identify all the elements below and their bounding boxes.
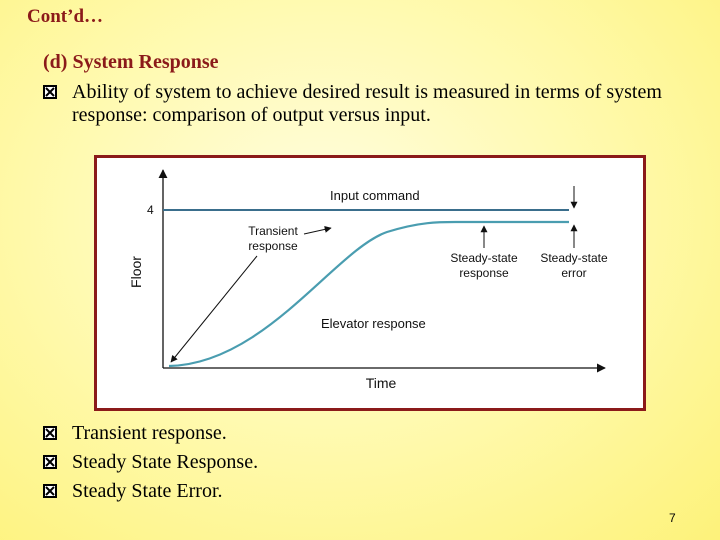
response-figure [94, 155, 646, 411]
x-axis-label: Time [365, 375, 397, 391]
checkbox-icon [43, 426, 57, 440]
bullet-item [43, 422, 227, 445]
ss-error-label: Steady-state [540, 251, 608, 265]
y-axis-label: Floor [128, 256, 144, 288]
ss-response-label-2: response [459, 266, 509, 280]
transient-arrow-origin [171, 256, 257, 362]
checkbox-icon [43, 85, 57, 99]
y-tick-label: 4 [147, 203, 154, 217]
response-plot [97, 158, 643, 408]
bullet-item [43, 480, 223, 503]
bullet-text: Steady State Response. [72, 451, 259, 473]
transient-label-2: response [248, 239, 298, 253]
transient-arrow-curve [304, 228, 331, 234]
bullet-item [43, 451, 258, 474]
description-bullet [43, 81, 697, 127]
ss-error-label-2: error [561, 266, 587, 280]
elevator-response-label: Elevator response [321, 316, 426, 331]
input-command-label: Input command [330, 188, 420, 203]
description-text: Ability of system to achieve desired result is measured in terms of system response: comparison of output versus input. [72, 81, 662, 126]
transient-label: Transient [248, 224, 298, 238]
page-number: 7 [669, 511, 676, 525]
ss-response-label: Steady-state [450, 251, 518, 265]
section-heading: (d) System Response [43, 51, 219, 73]
bullet-text: Transient response. [72, 422, 227, 444]
response-curve [169, 222, 569, 366]
slide-title: Cont’d… [27, 6, 104, 27]
checkbox-icon [43, 484, 57, 498]
bullet-text: Steady State Error. [72, 480, 223, 502]
checkbox-icon [43, 455, 57, 469]
